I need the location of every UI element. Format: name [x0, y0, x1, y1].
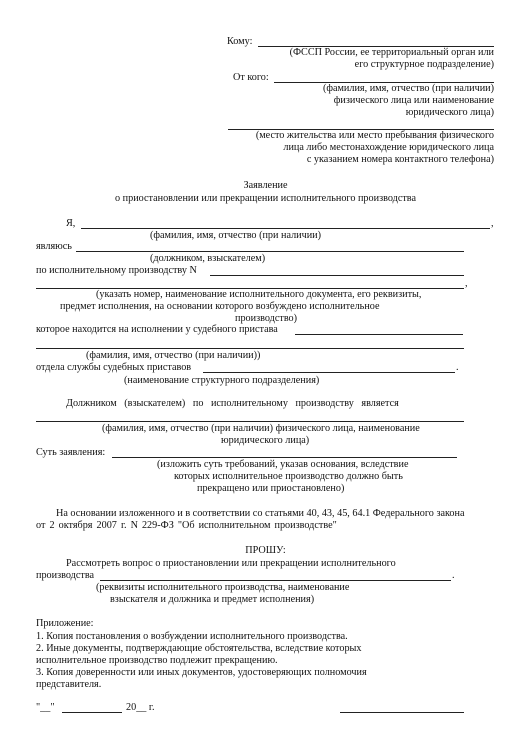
- appendix-item-2a: 2. Иные документы, подтверждающие обстоятельства, вследствие которых: [36, 643, 362, 654]
- date-month-line[interactable]: [62, 712, 122, 713]
- request-line-1: Рассмотреть вопрос о приостановлении или прекращении исполнительного: [66, 558, 396, 569]
- appendix-item-2b: исполнительное производство подлежит прекращению.: [36, 655, 278, 666]
- role-label: являюсь: [36, 241, 72, 252]
- essence-hint-2: которых исполнительное производство должно быть: [174, 471, 403, 482]
- document-title: Заявление: [243, 180, 288, 191]
- request-heading: ПРОШУ:: [245, 545, 286, 556]
- essence-label: Суть заявления:: [36, 447, 106, 458]
- from-hint-2: физического лица или наименование: [333, 95, 494, 106]
- role-hint: (должником, взыскателем): [150, 253, 266, 264]
- exec-document-hint-2: предмет исполнения, на основании которого возбуждено исполнительное: [60, 301, 380, 312]
- document-subtitle: о приостановлении или прекращении исполнительного производства: [115, 193, 416, 204]
- period: .: [452, 570, 455, 581]
- to-label: Кому:: [227, 36, 253, 47]
- legal-basis-2: от 2 октября 2007 г. N 229-ФЗ "Об исполнительном производстве": [36, 520, 337, 531]
- date-year: 20__ г.: [126, 702, 155, 713]
- appendix-label: Приложение:: [36, 618, 94, 629]
- signature-line[interactable]: [340, 712, 464, 713]
- comma: ,: [491, 218, 494, 229]
- ya-label: Я,: [66, 218, 76, 229]
- period: .: [456, 362, 459, 373]
- request-line-2: производства: [36, 570, 95, 581]
- address-hint-3: с указанием номера контактного телефона): [306, 154, 494, 165]
- appendix-item-1: 1. Копия постановления о возбуждении исполнительного производства.: [36, 631, 348, 642]
- request-hint-2: взыскателя и должника и предмет исполнения): [110, 594, 315, 605]
- proceeding-number-label: по исполнительному производству N: [36, 265, 197, 276]
- bailiff-line-2[interactable]: [36, 348, 464, 349]
- bailiff-label: которое находится на исполнении у судебного пристава: [36, 324, 278, 335]
- essence-hint-1: (изложить суть требований, указав основания, вследствие: [157, 459, 409, 470]
- party-hint-2: юридического лица): [221, 435, 310, 446]
- applicant-name-hint: (фамилия, имя, отчество (при наличии): [150, 230, 322, 241]
- to-hint-2: его структурное подразделение): [354, 59, 494, 70]
- from-hint-1: (фамилия, имя, отчество (при наличии): [322, 83, 494, 94]
- role-line[interactable]: [76, 251, 464, 252]
- bailiff-name-hint: (фамилия, имя, отчество (при наличии)): [86, 350, 261, 361]
- proceeding-number-line[interactable]: [210, 275, 464, 276]
- party-statement: Должником (взыскателем) по исполнительному производству является: [66, 398, 399, 409]
- party-hint-1: (фамилия, имя, отчество (при наличии) физического лица, наименование: [102, 423, 420, 434]
- department-label: отдела службы судебных приставов: [36, 362, 192, 373]
- bailiff-line[interactable]: [295, 334, 463, 335]
- essence-line[interactable]: [112, 457, 457, 458]
- request-hint-1: (реквизиты исполнительного производства, наименование: [96, 582, 350, 593]
- request-details-line[interactable]: [100, 580, 451, 581]
- address-hint-2: лица либо местонахождение юридического лица: [283, 142, 494, 153]
- department-hint: (наименование структурного подразделения): [124, 375, 320, 386]
- exec-document-hint-1: (указать номер, наименование исполнительного документа, его реквизиты,: [96, 289, 422, 300]
- legal-basis-1: На основании изложенного и в соответствии со статьями 40, 43, 45, 64.1 Федерального закона: [56, 508, 465, 519]
- essence-hint-3: прекращено или приостановлено): [197, 483, 345, 494]
- department-line[interactable]: [203, 372, 455, 373]
- appendix-item-3b: представителя.: [36, 679, 102, 690]
- from-label: От кого:: [233, 72, 269, 83]
- date-day: "__": [36, 702, 55, 713]
- address-hint-1: (место жительства или место пребывания физического: [255, 130, 494, 141]
- applicant-name-line[interactable]: [81, 228, 490, 229]
- exec-document-hint-3: производство): [235, 313, 298, 324]
- appendix-item-3a: 3. Копия доверенности или иных документов, удостоверяющих полномочия: [36, 667, 367, 678]
- to-hint-1: (ФССП России, ее территориальный орган или: [289, 47, 494, 58]
- from-hint-3: юридического лица): [405, 107, 494, 118]
- comma: ,: [465, 278, 468, 289]
- party-line[interactable]: [36, 421, 464, 422]
